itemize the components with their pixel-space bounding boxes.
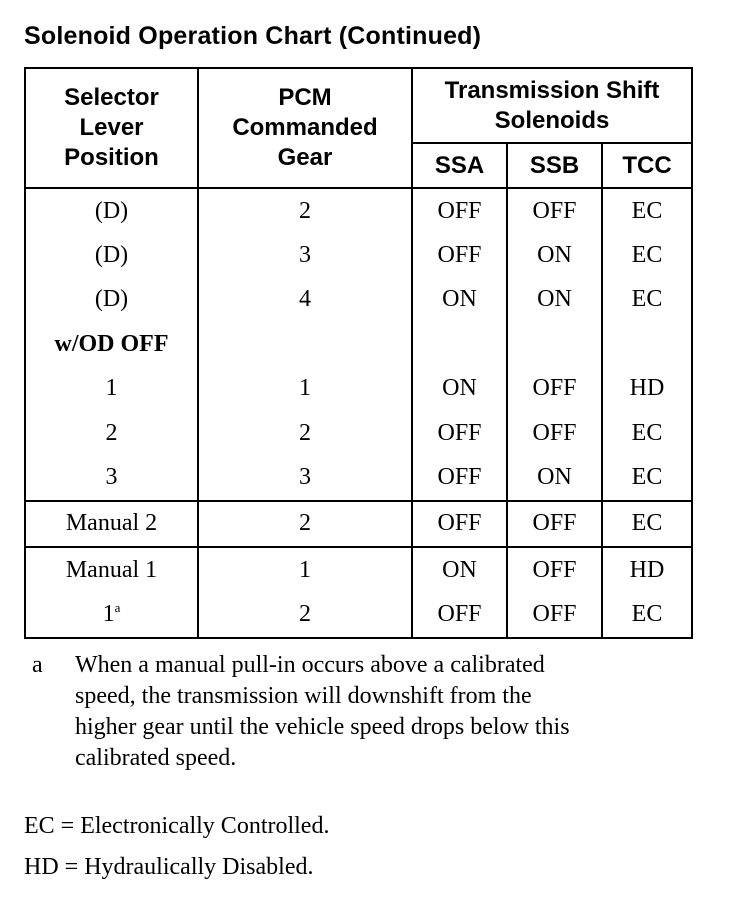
cell-ssb — [507, 322, 602, 366]
cell-ssb: OFF — [507, 411, 602, 455]
cell-ssb: ON — [507, 233, 602, 277]
cell-ssb: OFF — [507, 547, 602, 592]
cell-ssb: OFF — [507, 501, 602, 547]
cell-ssb: OFF — [507, 367, 602, 411]
cell-position: 2 — [25, 411, 198, 455]
table-row — [25, 593, 692, 638]
footnote-line: speed, the transmission will downshift from the — [75, 683, 532, 709]
cell-ssb: ON — [507, 278, 602, 322]
cell-position: (D) — [25, 278, 198, 322]
header-selector-lever-position — [25, 68, 198, 188]
cell-ssa: ON — [412, 367, 507, 411]
header-line: Solenoids — [494, 106, 610, 134]
cell-gear: 1 — [198, 547, 412, 592]
header-line: Selector — [64, 84, 159, 111]
cell-position: w/OD OFF — [25, 322, 198, 366]
cell-ssa: ON — [412, 547, 507, 592]
cell-tcc: EC — [602, 411, 692, 455]
cell-gear: 2 — [198, 593, 412, 638]
cell-ssa: OFF — [412, 233, 507, 277]
cell-tcc: EC — [602, 278, 692, 322]
cell-ssa: OFF — [412, 411, 507, 455]
cell-ssb: ON — [507, 455, 602, 500]
footnote-line: When a manual pull-in occurs above a calibrated — [75, 652, 545, 678]
cell-gear: 2 — [198, 411, 412, 455]
cell-gear — [198, 322, 412, 366]
header-line: Position — [64, 144, 159, 171]
header-transmission-shift-solenoids — [412, 68, 692, 143]
footnote-mark: a — [32, 652, 43, 678]
header-line: Transmission Shift — [444, 76, 660, 104]
cell-position — [25, 593, 198, 638]
legend-ec: EC = Electronically Controlled. — [24, 813, 330, 839]
table-row — [25, 322, 692, 366]
cell-gear: 4 — [198, 278, 412, 322]
cell-position: (D) — [25, 188, 198, 233]
cell-tcc: HD — [602, 367, 692, 411]
cell-ssa: OFF — [412, 455, 507, 500]
cell-gear: 1 — [198, 367, 412, 411]
footnote-marker: a — [114, 600, 121, 616]
cell-gear: 2 — [198, 501, 412, 547]
cell-tcc: EC — [602, 233, 692, 277]
header-pcm-commanded-gear — [198, 68, 412, 188]
cell-tcc: EC — [602, 501, 692, 547]
footnote-line: higher gear until the vehicle speed drops below this — [75, 714, 570, 740]
table-row — [25, 233, 692, 277]
table-row — [25, 188, 692, 233]
cell-position: Manual 2 — [25, 501, 198, 547]
position-text: 1 — [102, 601, 115, 628]
table-row — [25, 455, 692, 500]
solenoid-operation-table — [24, 67, 693, 639]
cell-position: (D) — [25, 233, 198, 277]
table-row — [25, 501, 692, 547]
cell-ssa: OFF — [412, 188, 507, 233]
cell-gear: 3 — [198, 455, 412, 500]
cell-gear: 3 — [198, 233, 412, 277]
cell-tcc: HD — [602, 547, 692, 592]
table-row — [25, 547, 692, 592]
cell-ssa: OFF — [412, 593, 507, 638]
header-line: Lever — [79, 114, 144, 141]
cell-ssa — [412, 322, 507, 366]
cell-ssa: OFF — [412, 501, 507, 547]
cell-position: 3 — [25, 455, 198, 500]
legend-hd: HD = Hydraulically Disabled. — [24, 854, 314, 880]
cell-ssb: OFF — [507, 593, 602, 638]
cell-tcc: EC — [602, 593, 692, 638]
cell-tcc: EC — [602, 188, 692, 233]
header-line: PCM — [278, 84, 332, 111]
cell-gear: 2 — [198, 188, 412, 233]
cell-position: 1 — [25, 367, 198, 411]
row-group-manual-2 — [25, 501, 692, 547]
header-ssa: SSA — [412, 143, 507, 188]
cell-ssb: OFF — [507, 188, 602, 233]
header-line: Gear — [277, 144, 333, 171]
chart-title: Solenoid Operation Chart (Continued) — [24, 22, 482, 50]
table-row — [25, 278, 692, 322]
header-ssb: SSB — [507, 143, 602, 188]
cell-tcc: EC — [602, 455, 692, 500]
row-group-manual-1 — [25, 547, 692, 638]
row-group-drive — [25, 188, 692, 501]
table-row — [25, 367, 692, 411]
table-row — [25, 411, 692, 455]
header-tcc: TCC — [602, 143, 692, 188]
cell-tcc — [602, 322, 692, 366]
header-line: Commanded — [232, 114, 378, 141]
footnote-line: calibrated speed. — [75, 745, 237, 771]
cell-ssa: ON — [412, 278, 507, 322]
footnote — [32, 650, 682, 774]
footnote-text — [75, 650, 682, 774]
cell-position: Manual 1 — [25, 547, 198, 592]
